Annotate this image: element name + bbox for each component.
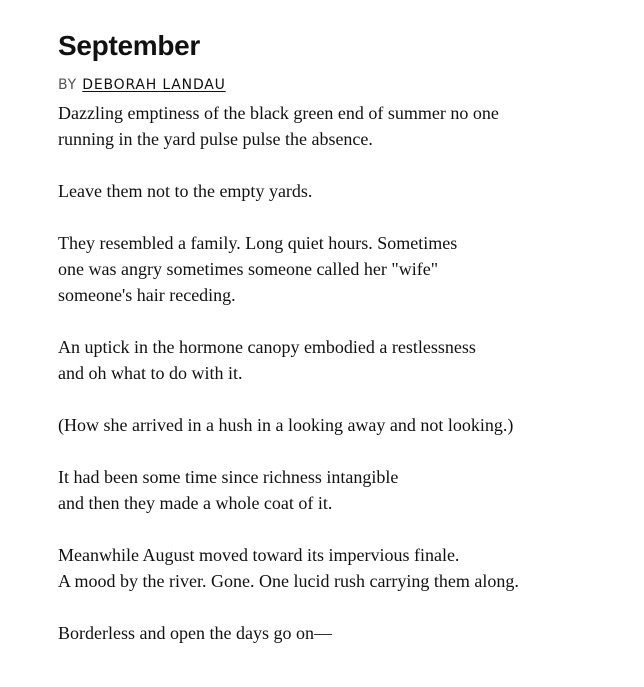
poem-line: one was angry sometimes someone called her "wife" (58, 259, 439, 279)
poem-line: Borderless and open the days go on— (58, 623, 332, 643)
stanza-3 (58, 230, 618, 308)
stanza-1 (58, 100, 618, 152)
stanza-4 (58, 334, 618, 386)
poem-line: someone's hair receding. (58, 285, 236, 305)
poem-line: running in the yard pulse pulse the absence. (58, 129, 373, 149)
poem-line: and then they made a whole coat of it. (58, 493, 333, 513)
poem-line: (How she arrived in a hush in a looking away and not looking.) (58, 415, 514, 435)
stanza-6 (58, 464, 618, 516)
stanza-8 (58, 620, 618, 646)
poem-line: They resembled a family. Long quiet hours. Sometimes (58, 233, 458, 253)
poem-line: Dazzling emptiness of the black green end of summer no one (58, 103, 499, 123)
poem-body (58, 100, 618, 646)
poem-title: September (58, 30, 201, 61)
byline (58, 76, 618, 94)
poem-line: An uptick in the hormone canopy embodied a restlessness (58, 337, 476, 357)
poem-line: Leave them not to the empty yards. (58, 181, 313, 201)
stanza-5 (58, 412, 618, 438)
stanza-2 (58, 178, 618, 204)
poem-line: A mood by the river. Gone. One lucid rush carrying them along. (58, 571, 519, 591)
poem-line: It had been some time since richness intangible (58, 467, 399, 487)
poem-line: Meanwhile August moved toward its impervious finale. (58, 545, 460, 565)
poem-article (58, 28, 618, 672)
stanza-7 (58, 542, 618, 594)
author-link[interactable]: DEBORAH LANDAU (82, 77, 226, 93)
poem-line: and oh what to do with it. (58, 363, 243, 383)
byline-prefix: BY (58, 77, 77, 93)
